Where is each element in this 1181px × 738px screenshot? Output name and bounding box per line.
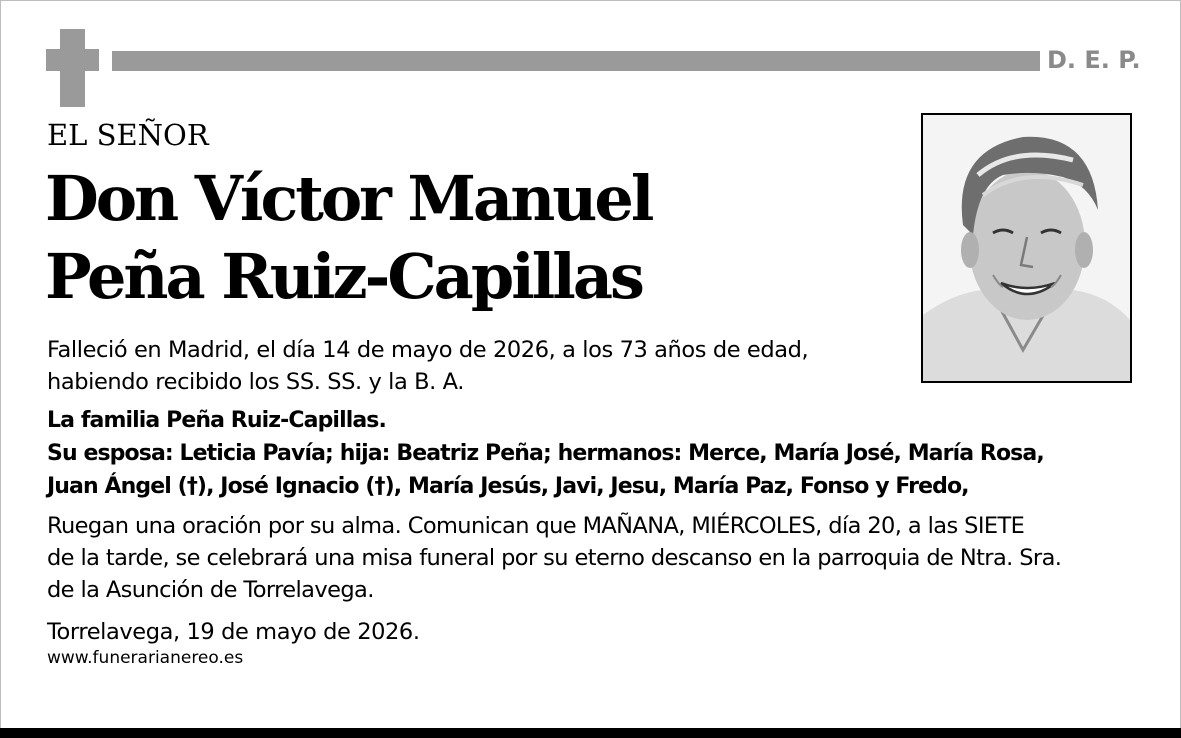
portrait-illustration (923, 115, 1130, 381)
place-date: Torrelavega, 19 de mayo de 2026. (47, 619, 420, 645)
deceased-name-line-2: Peña Ruiz-Capillas (45, 240, 642, 313)
deceased-name-line-1: Don Víctor Manuel (45, 162, 652, 235)
website-link[interactable]: www.funerarianereo.es (47, 648, 244, 668)
family-list (47, 404, 1044, 503)
family-line: Juan Ángel (†), José Ignacio (†), María Jesús, Javi, Jesu, María Paz, Fonso y Fredo, (47, 474, 969, 499)
bottom-rule (0, 728, 1181, 738)
header-rule (112, 51, 1040, 71)
death-notice-line: habiendo recibido los SS. SS. y la B. A. (47, 369, 465, 395)
prayer-line: de la Asunción de Torrelavega. (47, 577, 374, 603)
death-notice-line: Falleció en Madrid, el día 14 de mayo de 2026, a los 73 años de edad, (47, 337, 809, 363)
portrait-photo (921, 113, 1132, 383)
honorific: EL SEÑOR (47, 118, 209, 152)
prayer-request (47, 510, 1061, 606)
dep-label: D. E. P. (1047, 46, 1141, 74)
prayer-line: de la tarde, se celebrará una misa funeral por su eterno descanso en la parroquia de Ntra. Sra. (47, 545, 1062, 571)
family-line: Su esposa: Leticia Pavía; hija: Beatriz Peña; hermanos: Merce, María José, María Rosa, (47, 441, 1044, 466)
prayer-line: Ruegan una oración por su alma. Comunican que MAÑANA, MIÉRCOLES, día 20, a las SIETE (47, 513, 1025, 539)
family-line: La familia Peña Ruiz-Capillas. (47, 408, 386, 433)
cross-icon-arm (46, 49, 99, 71)
death-notice (47, 334, 808, 398)
